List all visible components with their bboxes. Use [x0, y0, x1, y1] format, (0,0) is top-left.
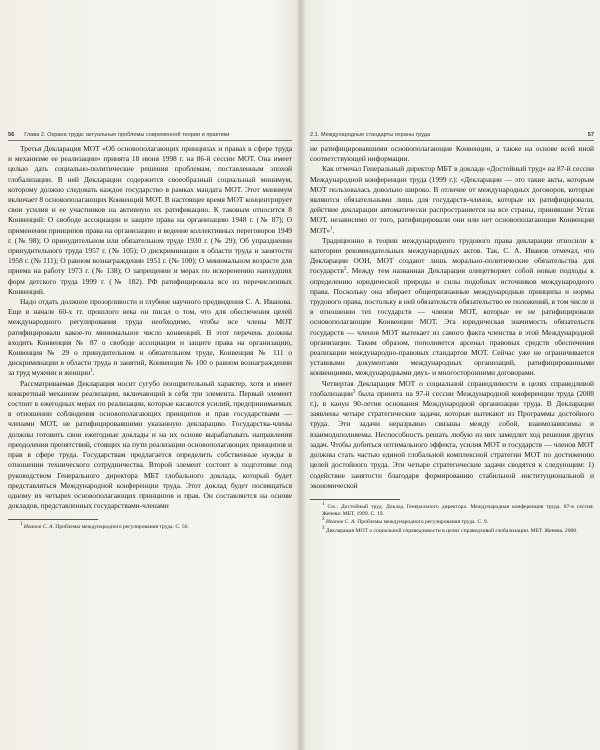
- footnote-text: См.: Достойный труд. Доклад Генерального директора. Международная конференция труда. 87-я сессия. Женева: МБТ, 1999. С. 19.: [322, 503, 594, 518]
- paragraph: не ратифицировавшими основополагающие Конвенции, а также на основе всей иной соответствующей информации.: [310, 144, 594, 164]
- book-gutter: [296, 0, 306, 750]
- footnote: [310, 525, 594, 535]
- paragraph-text: Как отмечал Генеральный директор МБТ в докладе «Достойный труд» на 87-й сессии Международной конференции труда (1999 г.): «Декларации — это такие акты, которым МОТ пользовалась довольно широко. В отличие от международных договоров, которые являются обязательными лишь для государств-членов, которые их ратифицировали, действие декларации автоматически распространяется на все страны, принявшие Устав МОТ, независимо от того, ратифицировали они или нет основополагающие Конвенции МОТ»: [310, 164, 594, 235]
- paragraph-text: Четвертая Декларация МОТ о социальной справедливости в целях справедливой глобализации: [310, 378, 594, 398]
- paragraph: [310, 379, 594, 491]
- paragraph: Третья Декларация МОТ «Об основополагающих принципах и правах в сфере труда и механизме ее реализации» принята 18 июня 1998 г. на 86-й сессии МОТ. Она имеет целью дать социально-политические решения проблемам, поставленным эпохой глобализации. В ней Декларации содержится своеобразный социальный минимум, которому должно следовать каждое государство в рамках мандата МОТ. Этот минимум включает 8 основополагающих Конвенций МОТ. В настоящее время МОТ концентрирует свои усилия и ее участников на активную их ратификацию. К таковым относится 8 Конвенций: О свободе ассоциации и защите права на организацию 1948 г. (№ 87); О применении принципов права на организацию и ведение коллективных переговоров 1949 г. (№ 98); О принудительном или обязательном труде 1930 г. (№ 29); Об упразднении принудительного труда 1957 г. (№ 105); О дискриминации в области труда и занятости 1958 г. (№ 111); О равном вознаграждении 1951 г. (№ 100); О минимальном возрасте для приема на работу 1973 г. (№ 138); О запрещении и мерах по искоренению наихудших форм детского труда 1999 г. (№ 182). РФ ратифицировала все из перечисленных Конвенций.: [8, 144, 292, 296]
- footnote: [310, 519, 594, 526]
- footnote-mark: 2: [322, 517, 325, 523]
- section-title: 2.1. Международные стандарты охраны труда: [310, 132, 431, 138]
- right-running-head: [310, 132, 594, 141]
- paragraph-text: Надо отдать должное прозорливости и глубине научного предвидения С. А. Иванова. Еще в начале 60-х гг. прошлого века он писал о том, что для обеспечения целей международного регулирования труда необходимо, чтобы все члены МОТ ратифицировали какое-то минимальное число конвенций. В этот перечень должны входить Конвенция № 87 о свободе ассоциации и защите права на организацию, Конвенция № 29 о принудительном и обязательном труде, Конвенция № 111 о дискриминации в области труда и занятий, Конвенция № 100 о равном вознаграждении за труд мужчин и женщин: [8, 297, 292, 378]
- footnote-ref: 3: [352, 389, 356, 395]
- left-page: [8, 132, 292, 533]
- footnote-ref: 2: [343, 266, 347, 272]
- right-body-text: [310, 144, 594, 491]
- paragraph-text: . Между тем названная Декларация олицетворяет собой новые подходы к определению юридической природы и силы подобных источников международного права. Поскольку она вбирает общепризнанные международные принципы и нормы трудового права, постольку в ней обязательств обязательство ее положений, в том числе и в отношении тех государств — членов МОТ, которые ее не ратифицировали основополагающие Конвенции МОТ. Эта юридическая значимость обязательств государств — членов МОТ вытекает из самого факта членства в этой Международной организации. Таким образом, пополняется арсенал правовых средств обеспечения реализации международно-правовых стандартов МОТ. Сейчас уже не ограничивается уставными документами международных организаций, ратифицированными конвенциями, международными двух- и многосторонними договорами.: [310, 266, 594, 378]
- footnote-mark: 3: [322, 525, 325, 531]
- paragraph: Рассматриваемая Декларация носит сугубо поощрительный характер, хотя и имеет конкретный механизм реализации, включающий в себя три элемента. Первый элемент состоит в ежегодных мерах по реализации, которые касаются усилий, предпринимаемых в отношении соблюдения основополагающих принципов и прав государствами — членами МОТ, не ратифицировавшими указанную декларацию. Государства-члены должны готовить свои ежегодные доклады и на их основе вырабатывать направления преодоления препятствий, стоящих на пути реализации основополагающих принципов и прав в сфере труда. Государствам предлагается определить собственные нужды в отношении технического сотрудничества. Второй элемент состоит в подготовке под руководством Генерального директора МБТ глобального доклада, который будет представляться Международной конференции труда. Этот доклад будет посвящаться одному их четырех основополагающих принципов и прав. Он составляется на основе докладов, представленных государствами-членами: [8, 378, 292, 511]
- left-running-head: [8, 132, 292, 141]
- footnote-mark: 1: [20, 522, 23, 528]
- paragraph: Как отмечал Генеральный директор МБТ в докладе «Достойный труд» на 87-й сессии Международной конференции труда (1999 г.): «Декларации — это такие акты, которым МОТ пользовалась довольно широко. В отличие от международных договоров, которые являются обязательными лишь для государств-членов, которые их ратифицировали, действие декларации автоматически распространяется на все страны, принявшие Устав МОТ, независимо от того, ратифицировали они или нет основополагающие Конвенции МОТ»$^1$.: [310, 164, 594, 235]
- footnote-divider: [310, 499, 400, 500]
- footnote-text: Декларация МОТ о социальной справедливости в целях справедливой глобализации. МБТ. Женева. 2008.: [324, 527, 578, 534]
- footnote: [310, 504, 594, 518]
- footnote: [8, 524, 292, 531]
- page-number: 57: [587, 132, 594, 138]
- paragraph-text: Традиционно в теории международного трудового права декларации относили к категории рекомендательных международных актов. Так, С. А. Иванов отмечал, что Декларации ООН, МОТ создают лишь морально-политические обязательства для государств: [310, 235, 594, 276]
- paragraph: [310, 236, 594, 379]
- footnote-text: Проблемы международного регулирования труда. С. 50.: [53, 524, 189, 531]
- footnote-ref: 1: [90, 368, 93, 374]
- footnote-divider: [8, 519, 98, 520]
- chapter-title: Глава 2. Охрана труда: актуальные проблемы современной теории и практики: [24, 132, 230, 138]
- paragraph: Надо отдать должное прозорливости и глубине научного предвидения С. А. Иванова. Еще в начале 60-х гг. прошлого века он писал о том, что для обеспечения целей международного регулирования труда необходимо, чтобы все члены МОТ ратифицировали какое-то минимальное число конвенций. В этот перечень должны входить Конвенция № 87 о свободе ассоциации и защите права на организацию, Конвенция № 29 о принудительном и обязательном труде, Конвенция № 111 о дискриминации в области труда и занятий, Конвенция № 100 о равном вознаграждении за труд мужчин и женщин$^1$.: [8, 297, 292, 378]
- paragraph-text: была принята на 97-й сессии Международной конференции труда (2008 г.), в канун 90-летия основания Международной организации труда. В Декларации заявлены четыре стратегические задачи, которые вытекают из Программы достойного труда. Эти задачи неразрывно связаны между собой, взаимозависимы и взаимодополняемы. Неспособность решать любую из них замедлит ход решения других задач. Чтобы добиться оптимального эффекта, усилия МОТ и государств — членов МОТ должны стать частью единой глобальной комплексной стратегии МОТ по достижению целей достойного труда. Эти четыре стратегические задачи сводятся к следующим: 1) содействие занятости благодаря формированию стабильной институциональной и экономической: [310, 388, 594, 490]
- footnote-text: Проблемы международного регулирования труда. С. 9.: [355, 519, 489, 526]
- footnote-author: Иванов С. А.: [23, 524, 54, 531]
- footnote-mark: 1: [322, 502, 325, 508]
- footnote-ref: 1: [330, 226, 333, 232]
- footnote-author: Иванов С. А.: [325, 519, 356, 526]
- page-number: 56: [8, 132, 15, 138]
- right-page: [310, 132, 594, 536]
- left-body-text: [8, 144, 292, 511]
